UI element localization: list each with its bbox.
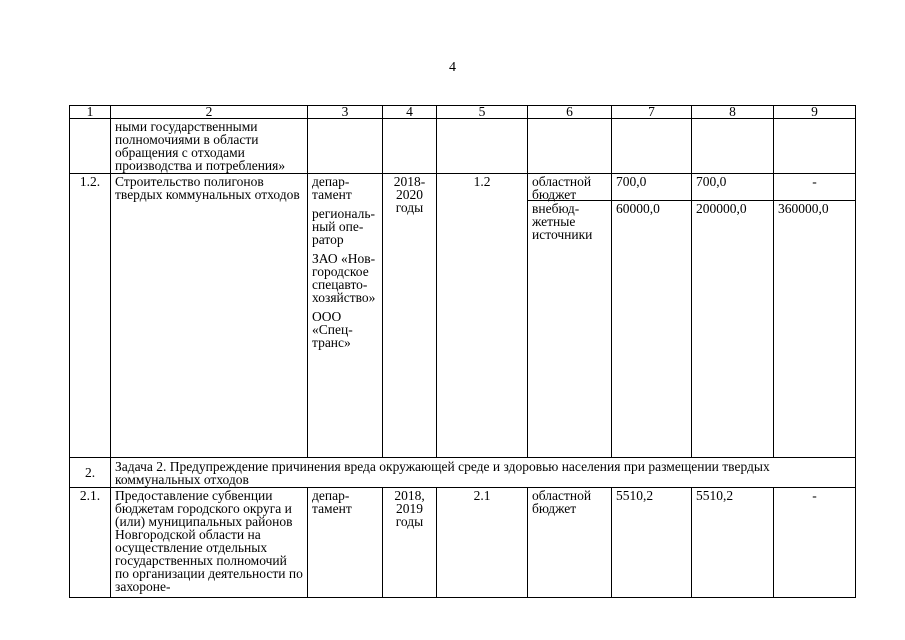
amount: - <box>774 488 856 598</box>
col-header-7: 7 <box>612 106 692 119</box>
year-2020-cell <box>774 174 856 458</box>
target-indicator: 2.1 <box>437 488 528 598</box>
col-header-1: 1 <box>70 106 111 119</box>
activity-name: Предоставление субвенции бюджетам городского округа и (или) муниципальных районов Новгородской области на осуществление отдельных государственных полномочий по организации деятельности по захороне- <box>111 488 308 598</box>
amount: 5510,2 <box>692 488 774 598</box>
col-header-5: 5 <box>437 106 528 119</box>
amount: 200000,0 <box>696 201 747 216</box>
amount: 700,0 <box>692 174 773 201</box>
task-text: Задача 2. Предупреждение причинения вреда окружающей среде и здоровью населения при размещении твердых коммунальных отходов <box>111 458 856 488</box>
row-number: 2. <box>70 458 111 488</box>
row-number: 1.2. <box>70 174 111 458</box>
target-indicator: 1.2 <box>437 174 528 458</box>
period: 2018, 2019 годы <box>383 488 437 598</box>
amount: 360000,0 <box>778 201 829 216</box>
col-header-6: 6 <box>528 106 612 119</box>
row-2-task <box>70 458 856 488</box>
amount: 700,0 <box>612 174 691 201</box>
amount: 5510,2 <box>612 488 692 598</box>
row-2-1 <box>70 488 856 598</box>
executor: депар-тамент <box>312 174 352 202</box>
column-number-row <box>70 106 856 119</box>
year-2018-cell <box>612 174 692 458</box>
executor: ООО «Спец-транс» <box>312 309 353 350</box>
amount: - <box>774 174 855 201</box>
period: 2018-2020 годы <box>383 174 437 458</box>
amount: 60000,0 <box>616 201 660 216</box>
executor: региональ-ный опе-ратор <box>312 206 375 247</box>
continuation-row <box>70 119 856 174</box>
page-number: 4 <box>449 60 456 75</box>
program-table <box>69 105 856 598</box>
executors-cell <box>308 174 383 458</box>
executor: депар-тамент <box>308 488 383 598</box>
funding-source-cell <box>528 174 612 458</box>
row-number: 2.1. <box>70 488 111 598</box>
activity-name: Строительство полигонов твердых коммунальных отходов <box>111 174 308 458</box>
row-1-2 <box>70 174 856 458</box>
col-header-2: 2 <box>111 106 308 119</box>
funding-source: областной бюджет <box>528 488 612 598</box>
continuation-text: ными государственными полномочиями в области обращения с отходами производства и потребления» <box>111 119 308 174</box>
funding-source: внебюд-жетные источники <box>532 201 593 242</box>
executor: ЗАО «Нов-городское спецавто-хозяйство» <box>312 251 376 305</box>
funding-source: областной бюджет <box>528 174 611 201</box>
year-2019-cell <box>692 174 774 458</box>
col-header-3: 3 <box>308 106 383 119</box>
col-header-8: 8 <box>692 106 774 119</box>
col-header-4: 4 <box>383 106 437 119</box>
col-header-9: 9 <box>774 106 856 119</box>
